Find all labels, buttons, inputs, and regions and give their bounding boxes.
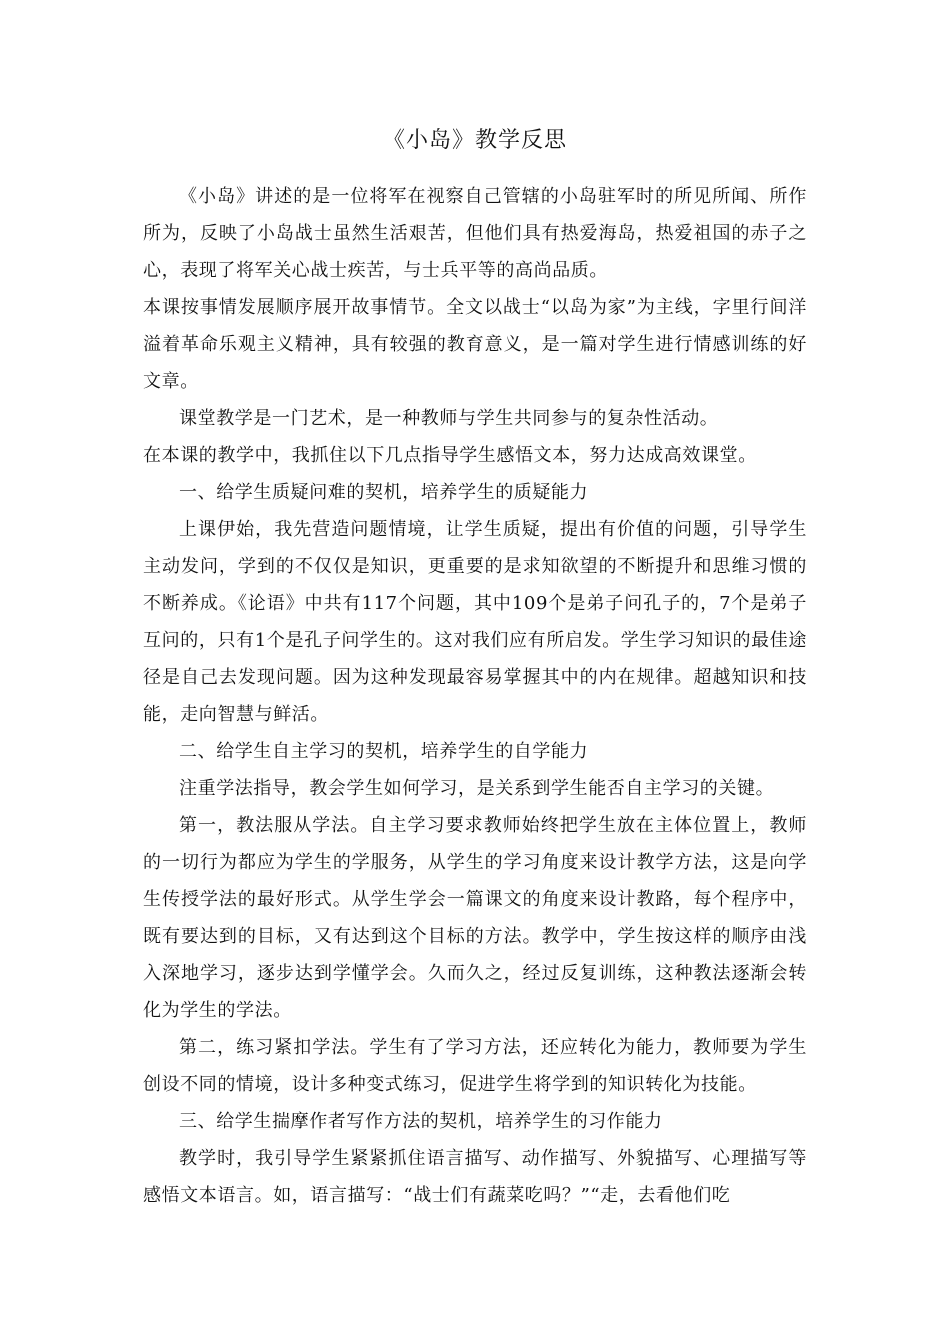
section-heading-questioning: 一、给学生质疑问难的契机，培养学生的质疑能力 xyxy=(179,482,589,503)
section-heading-writing: 三、给学生揣摩作者写作方法的契机，培养学生的习作能力 xyxy=(179,1111,663,1132)
paragraph-teaching-art: 课堂教学是一门艺术，是一种教师与学生共同参与的复杂性活动。 xyxy=(179,408,719,429)
paragraph-writing: 教学时，我引导学生紧紧抓住语言描写、动作描写、外貌描写、心理描写等感悟文本语言。如，语言描写：“战士们有蔬菜吃吗？”“走，去看他们吃 xyxy=(143,1148,807,1206)
document-title: 《小岛》教学反思 xyxy=(382,128,567,153)
paragraph-teaching-guidance: 在本课的教学中，我抓住以下几点指导学生感悟文本，努力达成高效课堂。 xyxy=(143,445,757,466)
paragraph-summary: 《小岛》讲述的是一位将军在视察自己管辖的小岛驻军时的所见所闻、所作所为，反映了小岛战士虽然生活艰苦，但他们具有热爱海岛，热爱祖国的赤子之心，表现了将军关心战士疾苦，与士兵平等的高尚品质。 xyxy=(143,186,807,281)
paragraph-structure: 本课按事情发展顺序展开故事情节。全文以战士“以岛为家”为主线，字里行间洋溢着革命乐观主义精神，具有较强的教育意义，是一篇对学生进行情感训练的好文章。 xyxy=(143,297,807,392)
paragraph-first-method: 第一，教法服从学法。自主学习要求教师始终把学生放在主体位置上，教师的一切行为都应为学生的学服务，从学生的学习角度来设计教学方法，这是向学生传授学法的最好形式。从学生学会一篇课文的角度来设计教路，每个程序中，既有要达到的目标，又有达到这个目标的方法。教学中，学生按这样的顺序由浅入深地学习，逐步达到学懂学会。久而久之，经过反复训练，这种教法逐渐会转化为学生的学法。 xyxy=(143,815,807,1021)
document-body xyxy=(143,178,807,1214)
paragraph-study-method: 注重学法指导，教会学生如何学习，是关系到学生能否自主学习的关键。 xyxy=(179,778,775,799)
paragraph-second-method: 第二，练习紧扣学法。学生有了学习方法，还应转化为能力，教师要为学生创设不同的情境，设计多种变式练习，促进学生将学到的知识转化为技能。 xyxy=(143,1037,807,1095)
paragraph-questioning: 上课伊始，我先营造问题情境，让学生质疑，提出有价值的问题，引导学生主动发问，学到的不仅仅是知识，更重要的是求知欲望的不断提升和思维习惯的不断养成。《论语》中共有117个问题，其中109个是弟子问孔子的，7个是弟子互问的，只有1个是孔子问学生的。这对我们应有所启发。学生学习知识的最佳途径是自己去发现问题。因为这种发现最容易掌握其中的内在规律。超越知识和技能，走向智慧与鲜活。 xyxy=(143,519,807,725)
section-heading-self-study: 二、给学生自主学习的契机，培养学生的自学能力 xyxy=(179,741,589,762)
